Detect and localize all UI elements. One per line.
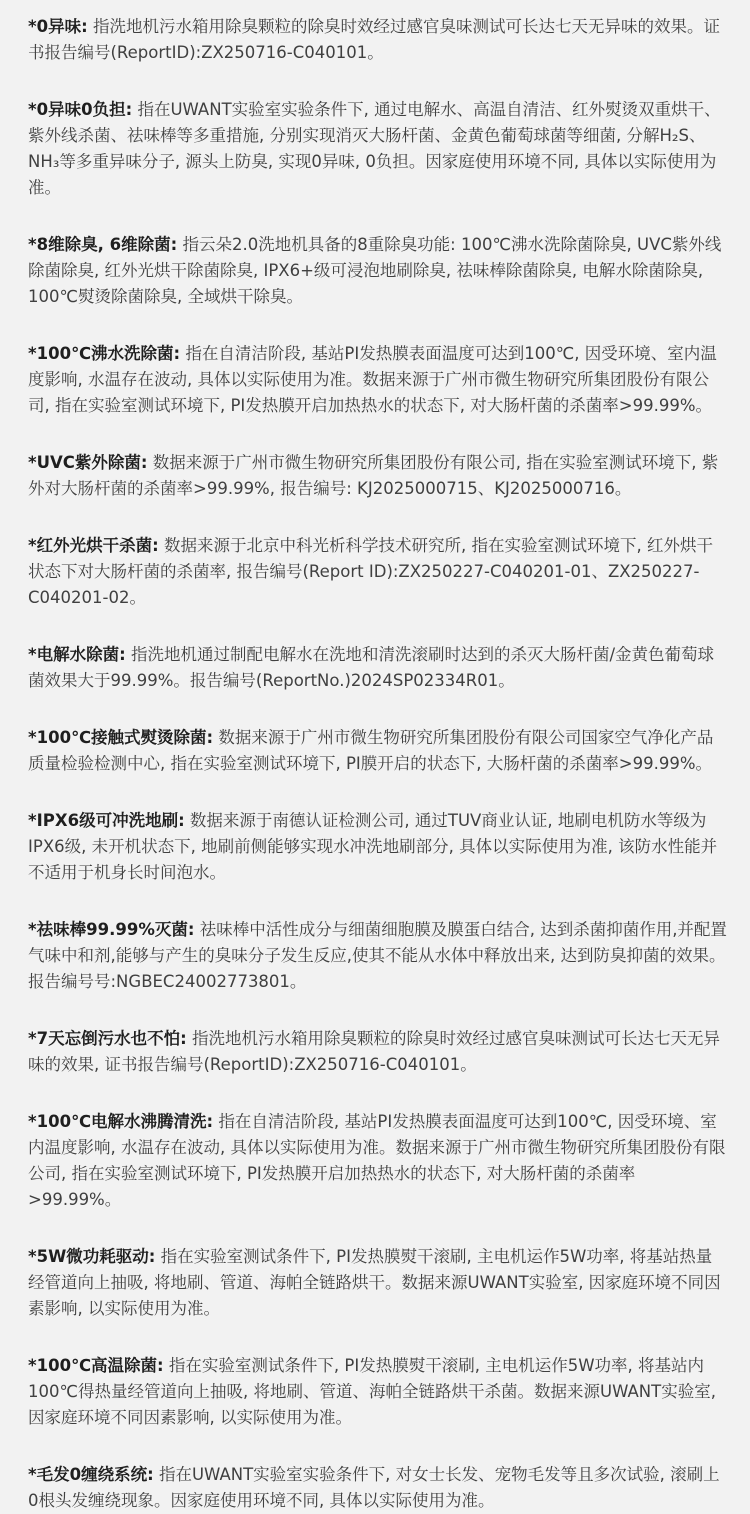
note-body: 数据来源于广州市微生物研究所集团股份有限公司国家空气净化产品质量检验检测中心, 指在实验室测试环境下, PI膜开启的状态下, 大肠杆菌的杀菌率>99.99%。	[28, 728, 714, 773]
note-body: 指在实验室测试条件下, PI发热膜熨干滚刷, 主电机运作5W功率, 将基站热量经管道向上抽吸, 将地刷、管道、海帕全链路烘干。数据来源UWANT实验室, 因家庭环境不同因素影响, 以实际使用为准。	[28, 1247, 721, 1318]
note-title: *0异味0负担:	[28, 100, 133, 119]
note-body: 指在实验室测试条件下, PI发热膜熨干滚刷, 主电机运作5W功率, 将基站内100℃得热量经管道向上抽吸, 将地刷、管道、海帕全链路烘干杀菌。数据来源UWANT实验室, 因家庭环境不同因素影响, 以实际使用为准。	[28, 1356, 716, 1427]
note-body: 数据来源于北京中科光析科学技术研究所, 指在实验室测试环境下, 红外烘干状态下对大肠杆菌的杀菌率, 报告编号(Report ID):ZX250227-C040201-01、ZX250227-C040201-02。	[28, 536, 713, 607]
note-title: *毛发0缠绕系统:	[28, 1465, 154, 1484]
note-body: 指云朵2.0洗地机具备的8重除臭功能: 100℃沸水洗除菌除臭, UVC紫外线除菌除臭, 红外光烘干除菌除臭, IPX6+级可浸泡地刷除臭, 祛味棒除菌除臭, 电解水除菌除臭, 100℃熨烫除菌除臭, 全域烘干除臭。	[28, 235, 722, 306]
note-title: *祛味棒99.99%灭菌:	[28, 920, 195, 939]
note-title: *100℃接触式熨烫除菌:	[28, 728, 214, 747]
note-infrared-drying	[28, 533, 728, 611]
note-5w-drive	[28, 1244, 728, 1322]
note-0-odor-0-burden	[28, 97, 728, 201]
note-body: 数据来源于广州市微生物研究所集团股份有限公司, 指在实验室测试环境下, 紫外对大肠杆菌的杀菌率>99.99%, 报告编号: KJ2025000715、KJ2025000716。	[28, 453, 719, 498]
note-title: *5W微功耗驱动:	[28, 1247, 156, 1266]
note-body: 指洗地机污水箱用除臭颗粒的除臭时效经过感官臭味测试可长达七天无异味的效果。证书报告编号(ReportID):ZX250716-C040101。	[28, 17, 720, 62]
note-title: *7天忘倒污水也不怕:	[28, 1029, 187, 1048]
note-body: 指洗地机通过制配电解水在洗地和清洗滚刷时达到的杀灭大肠杆菌/金黄色葡萄球菌效果大于99.99%。报告编号(ReportNo.)2024SP02334R01。	[28, 645, 715, 690]
note-title: *UVC紫外除菌:	[28, 453, 148, 472]
note-title: *0异味:	[28, 17, 88, 36]
note-title: *IPX6级可冲洗地刷:	[28, 811, 185, 830]
note-8-deodorize-6-sterilize	[28, 232, 728, 310]
note-body: 指在自清洁阶段, 基站PI发热膜表面温度可达到100℃, 因受环境、室内温度影响, 水温存在波动, 具体以实际使用为准。数据来源于广州市微生物研究所集团股份有限公司, 指在实验室测试环境下, PI发热膜开启加热热水的状态下, 对大肠杆菌的杀菌率>99.99%。	[28, 1112, 726, 1209]
note-zero-hair-tangle	[28, 1462, 728, 1514]
note-boiling-electrolyzed-clean	[28, 1109, 728, 1213]
note-title: *8维除臭, 6维除菌:	[28, 235, 178, 254]
note-body: 指在UWANT实验室实验条件下, 通过电解水、高温自清洁、红外熨烫双重烘干、紫外线杀菌、祛味棒等多重措施, 分别实现消灭大肠杆菌、金黄色葡萄球菌等细菌, 分解H₂S、NH₃等多重异味分子, 源头上防臭, 实现0异味, 0负担。因家庭使用环境不同, 具体以实际使用为准。	[28, 100, 721, 197]
note-body: 祛味棒中活性成分与细菌细胞膜及膜蛋白结合, 达到杀菌抑菌作用,并配置气味中和剂,能够与产生的臭味分子发生反应,使其不能从水体中释放出来, 达到防臭抑菌的效果。报告编号号:NGBEC24002773801。	[28, 920, 727, 991]
note-0-odor	[28, 14, 728, 66]
note-boiling-water-sterilize	[28, 341, 728, 419]
note-high-temp-sterilize	[28, 1353, 728, 1431]
note-title: *电解水除菌:	[28, 645, 126, 664]
note-ipx6-brush	[28, 808, 728, 886]
note-body: 指在自清洁阶段, 基站PI发热膜表面温度可达到100℃, 因受环境、室内温度影响, 水温存在波动, 具体以实际使用为准。数据来源于广州市微生物研究所集团股份有限公司, 指在实验室测试环境下, PI发热膜开启加热热水的状态下, 对大肠杆菌的杀菌率>99.99%。	[28, 344, 717, 415]
note-body: 数据来源于南德认证检测公司, 通过TUV商业认证, 地刷电机防水等级为IPX6级, 未开机状态下, 地刷前侧能够实现水冲洗地刷部分, 具体以实际使用为准, 该防水性能并不适用于机身长时间泡水。	[28, 811, 718, 882]
note-title: *100℃沸水洗除菌:	[28, 344, 181, 363]
note-title: *100℃高温除菌:	[28, 1356, 164, 1375]
note-electrolyzed-water	[28, 642, 728, 694]
note-body: 指在UWANT实验室实验条件下, 对女士长发、宠物毛发等且多次试验, 滚刷上0根头发缠绕现象。因家庭使用环境不同, 具体以实际使用为准。	[28, 1465, 720, 1510]
note-uvc-sterilize	[28, 450, 728, 502]
note-title: *红外光烘干杀菌:	[28, 536, 159, 555]
note-contact-ironing	[28, 725, 728, 777]
note-body: 指洗地机污水箱用除臭颗粒的除臭时效经过感官臭味测试可长达七天无异味的效果, 证书报告编号(ReportID):ZX250716-C040101。	[28, 1029, 720, 1074]
note-deodorant-stick	[28, 917, 728, 995]
note-title: *100℃电解水沸腾清洗:	[28, 1112, 214, 1131]
note-7-day-wastewater	[28, 1026, 728, 1078]
